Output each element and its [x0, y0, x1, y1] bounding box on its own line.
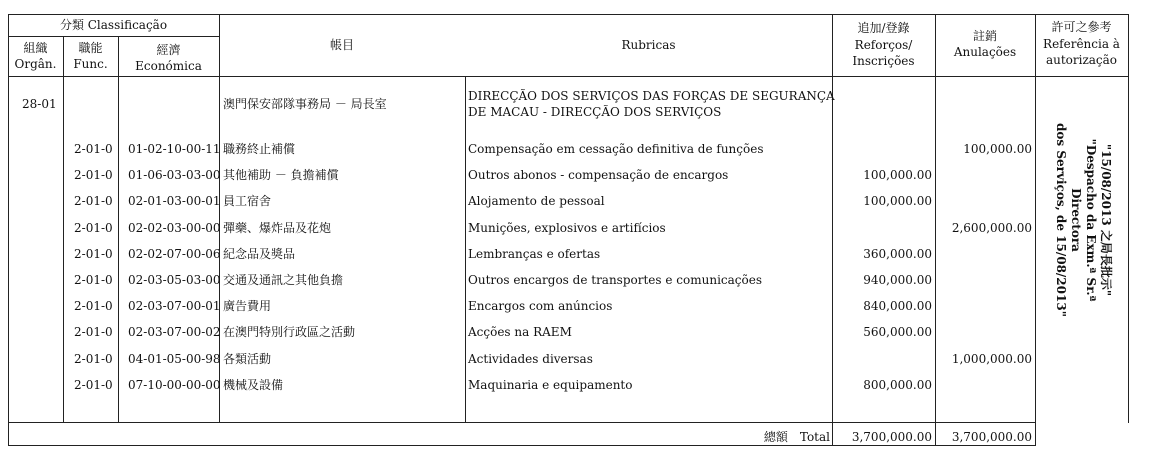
econ-header-zh: 經濟	[156, 43, 181, 57]
row-econ-code: 01-06-03-03-00	[128, 168, 221, 182]
row-func-code: 2-01-0	[74, 352, 113, 366]
row-account-zh: 職務終止補償	[223, 142, 296, 156]
organ-header-zh: 組織	[23, 41, 48, 55]
anulacoes-header-pt: Anulações	[953, 45, 1017, 59]
rule-body-bottom	[8, 422, 1035, 423]
total-label: 總額 Total	[763, 430, 830, 444]
total-reforcos: 3,700,000.00	[851, 430, 932, 444]
row-func-code: 2-01-0	[74, 273, 113, 287]
reforcos-header-pt1: Reforços/	[854, 38, 913, 52]
row-econ-code: 02-03-07-00-02	[128, 325, 221, 339]
row-rubrica-pt: Acções na RAEM	[468, 325, 572, 339]
func-header-pt: Func.	[73, 57, 108, 71]
row-func-code: 2-01-0	[74, 221, 113, 235]
row-account-zh: 各類活動	[223, 352, 272, 366]
heading-zh: 帳目	[329, 38, 354, 52]
row-reforcos-amount: 560,000.00	[863, 325, 932, 339]
row-account-zh: 機械及設備	[223, 378, 284, 392]
anulacoes-header-zh: 註銷	[972, 29, 997, 43]
row-func-code: 2-01-0	[74, 142, 113, 156]
rubricas-header: Rubricas	[621, 38, 676, 52]
row-econ-code: 02-02-03-00-00	[128, 221, 221, 235]
row-rubrica-pt: Munições, explosivos e artifícios	[468, 221, 666, 235]
referencia-header-pt2: autorização	[1045, 53, 1118, 67]
rule-col-econ	[118, 36, 119, 423]
reforcos-header-zh: 追加/登錄	[857, 21, 910, 35]
row-func-code: 2-01-0	[74, 325, 113, 339]
row-anulacoes-amount: 1,000,000.00	[951, 352, 1032, 366]
row-econ-code: 02-02-07-00-06	[128, 247, 221, 261]
row-reforcos-amount: 100,000.00	[863, 194, 932, 208]
row-anulacoes-amount: 2,600,000.00	[951, 221, 1032, 235]
row-func-code: 2-01-0	[74, 378, 113, 392]
referencia-header-pt1: Referência à	[1043, 37, 1120, 51]
org-name-pt-line2: DE MACAU - DIRECÇÃO DOS SERVIÇOS	[468, 105, 722, 119]
func-header-zh: 職能	[78, 41, 103, 55]
org-name-pt-line1: DIRECÇÃO DOS SERVIÇOS DAS FORÇAS DE SEGURANÇA	[468, 89, 835, 103]
rule-col-ref	[1035, 14, 1036, 446]
row-reforcos-amount: 840,000.00	[863, 299, 932, 313]
authorization-line-3: dos Serviços, de 15/08/2013"	[1054, 123, 1068, 317]
econ-header-pt: Económica	[135, 59, 202, 73]
reforcos-header-pt2: Inscrições	[852, 54, 915, 68]
rule-col-pt	[465, 76, 466, 423]
row-account-zh: 在澳門特別行政區之活動	[223, 325, 356, 339]
authorization-line-1: "15/08/2013 之局長批示"	[1099, 143, 1113, 297]
row-econ-code: 07-10-00-00-00	[128, 378, 221, 392]
authorization-text	[1053, 105, 1113, 335]
referencia-header-zh: 許可之參考	[1051, 20, 1112, 34]
row-func-code: 2-01-0	[74, 194, 113, 208]
rule-total-bottom	[8, 445, 1035, 446]
rule-right	[1128, 14, 1129, 423]
row-rubrica-pt: Maquinaria e equipamento	[468, 378, 633, 392]
row-account-zh: 員工宿舍	[223, 194, 272, 208]
row-reforcos-amount: 100,000.00	[863, 168, 932, 182]
row-econ-code: 02-01-03-00-01	[128, 194, 221, 208]
rule-header-bottom	[8, 76, 1128, 77]
row-func-code: 2-01-0	[74, 247, 113, 261]
row-econ-code: 02-03-05-03-00	[128, 273, 221, 287]
row-account-zh: 交通及通訊之其他負擔	[223, 273, 344, 287]
classification-header: 分類 Classificação	[59, 18, 168, 32]
rule-col-reforcos	[832, 14, 833, 446]
org-name-zh: 澳門保安部隊事務局 － 局長室	[223, 97, 387, 111]
org-code: 28-01	[22, 97, 57, 111]
authorization-note	[1040, 100, 1126, 340]
rule-col-anulacoes	[935, 14, 936, 446]
rule-class-split	[8, 36, 219, 37]
rule-top	[8, 14, 1035, 15]
rule-left	[8, 14, 9, 446]
row-rubrica-pt: Alojamento de pessoal	[468, 194, 605, 208]
row-account-zh: 廣告費用	[223, 299, 272, 313]
total-anulacoes: 3,700,000.00	[951, 430, 1032, 444]
row-reforcos-amount: 360,000.00	[863, 247, 932, 261]
row-econ-code: 02-03-07-00-01	[128, 299, 221, 313]
row-func-code: 2-01-0	[74, 168, 113, 182]
row-rubrica-pt: Outros encargos de transportes e comunicações	[468, 273, 762, 287]
row-rubrica-pt: Actividades diversas	[468, 352, 593, 366]
row-rubrica-pt: Compensação em cessação definitiva de funções	[468, 142, 764, 156]
row-func-code: 2-01-0	[74, 299, 113, 313]
organ-header-pt: Orgân.	[14, 57, 57, 71]
row-account-zh: 其他補助 － 負擔補償	[223, 168, 339, 182]
authorization-line-2: "Despacho da Exm.ª Sr.ª Directora	[1069, 138, 1098, 302]
row-reforcos-amount: 800,000.00	[863, 378, 932, 392]
row-econ-code: 04-01-05-00-98	[128, 352, 221, 366]
rule-top-right	[1035, 14, 1128, 15]
row-rubrica-pt: Encargos com anúncios	[468, 299, 613, 313]
row-econ-code: 01-02-10-00-11	[128, 142, 221, 156]
row-reforcos-amount: 940,000.00	[863, 273, 932, 287]
row-anulacoes-amount: 100,000.00	[963, 142, 1032, 156]
row-account-zh: 紀念品及獎品	[223, 247, 296, 261]
row-rubrica-pt: Lembranças e ofertas	[468, 247, 601, 261]
row-account-zh: 彈藥、爆炸品及花炮	[223, 221, 332, 235]
row-rubrica-pt: Outros abonos - compensação de encargos	[468, 168, 729, 182]
rule-col-func	[63, 36, 64, 423]
